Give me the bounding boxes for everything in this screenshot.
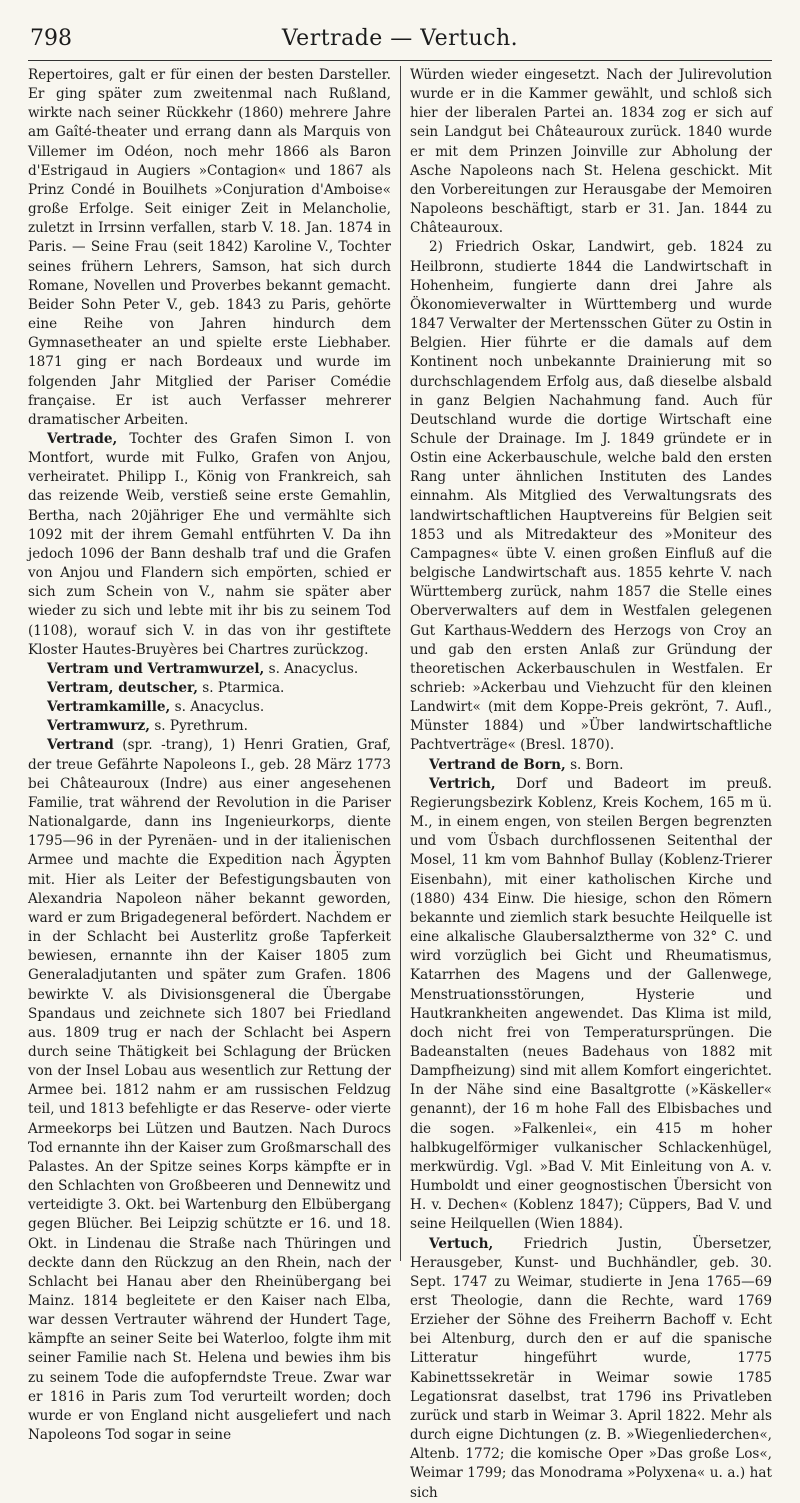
entry-text: s. Pyrethrum.: [154, 718, 248, 735]
text-columns: [28, 66, 773, 1501]
dictionary-entry: [28, 736, 391, 1445]
entry-headword: Vertramkamille,: [47, 699, 171, 716]
dictionary-entry: [28, 698, 391, 717]
entry-headword: Vertram und Vertramwurzel,: [47, 660, 265, 677]
entry-text: s. Born.: [570, 756, 624, 773]
entry-text: Repertoires, galt er für einen der besten Darsteller. Er ging später zum zweitenmal nach Rußland, wirkte nach seiner Rückkehr (1860) mehrere Jahre am Gaîté-theater und errang dann als Marquis von Villemer im Odéon, noch mehr 1866 als Baron d'Estrigaud in Augiers »Contagion« und 1867 als Prinz Condé in Bouilhets »Conjuration d'Amboise« große Erfolge. Seit einiger Zeit in Melancholie, zuletzt in Irrsinn verfallen, starb V. 18. Jan. 1874 in Paris. — Seine Frau (seit 1842) Karoline V., Tochter seines frühern Lehrers, Samson, hat sich durch Romane, Novellen und Proverbes bekannt gemacht. Beider Sohn Peter V., geb. 1843 zu Paris, gehörte eine Reihe von Jahren hindurch dem Gymnasetheater an und spielte erste Liebhaber. 1871 ging er nach Bordeaux und wurde im folgenden Jahr Mitglied der Pariser Comédie française. Er ist auch Verfasser mehrerer dramatischer Arbeiten.: [28, 67, 391, 428]
entry-headword: Vertrich,: [429, 775, 496, 792]
entry-text: s. Anacyclus.: [174, 699, 265, 716]
dictionary-entry: [28, 679, 391, 698]
dictionary-entry: [410, 1235, 772, 1503]
entry-text: 2) Friedrich Oskar, Landwirt, geb. 1824 zu Heilbronn, studierte 1844 die Landwirtschaft in Hohenheim, fungierte dann drei Jahre als Ökonomieverwalter in Württemberg und wurde 1847 Verwalter der Mertensschen Güter zu Ostin in Belgien. Hier führte er die damals auf dem Kontinent noch unbekannte Drainierung mit so durchschlagendem Erfolg aus, daß dieselbe alsbald in ganz Belgien Nachahmung fand. Auch für Deutschland wurde die dortige Wirtschaft eine Schule der Drainage. Im J. 1849 gründete er in Ostin eine Ackerbauschule, welche bald den ersten Rang unter ähnlichen Instituten des Landes einnahm. Als Mitglied des Verwaltungsrats des landwirtschaftlichen Hauptvereins für Belgien seit 1853 und als Mitredakteur des »Moniteur des Campagnes« übte V. einen großen Einfluß auf die belgische Landwirtschaft aus. 1855 kehrte V. nach Württemberg zurück, nahm 1857 die Stelle eines Oberverwalters auf dem in Westfalen gelegenen Gut Karthaus-Weddern des Herzogs von Croy an und gab den ersten Anlaß zur Gründung der theoretischen Ackerbauschulen in Westfalen. Er schrieb: »Ackerbau und Viehzucht für den kleinen Landwirt« (mit dem Koppe-Preis gekrönt, 7. Aufl., Münster 1884) und »Über landwirtschaftliche Pachtverträge« (Bresl. 1870).: [410, 239, 772, 754]
right-column: [400, 66, 773, 1501]
entry-headword: Vertrand de Born,: [429, 756, 566, 773]
dictionary-entry: [410, 756, 772, 775]
dictionary-entry: [28, 66, 391, 430]
page-number: 798: [30, 26, 72, 51]
page-header: [28, 24, 772, 61]
dictionary-entry: [410, 238, 772, 755]
entry-headword: Vertuch,: [429, 1235, 494, 1252]
entry-headword: Vertramwurz,: [47, 718, 150, 735]
entry-text: Friedrich Justin, Übersetzer, Herausgeber, Kunst- und Buchhändler, geb. 30. Sept. 1747 zu Weimar, studierte in Jena 1765—69 erst Theologie, dann die Rechte, ward 1769 Erzieher der Söhne des Freiherrn Bachoff v. Echt bei Altenburg, durch den er auf die spanische Litteratur hingeführt wurde, 1775 Kabinettssekretär in Weimar sowie 1785 Legationsrat daselbst, trat 1796 ins Privatleben zurück und starb in Weimar 3. April 1822. Mehr als durch eigne Dichtungen (z. B. »Wiegenliederchen«, Altenb. 1772; die komische Oper »Das große Los«, Weimar 1799; das Monodrama »Polyxena« u. a.) hat sich: [410, 1235, 772, 1501]
running-head: Vertrade — Vertuch.: [281, 26, 519, 51]
entry-text: Würden wieder eingesetzt. Nach der Julirevolution wurde er in die Kammer gewählt, und schloß sich hier der liberalen Partei an. 1834 zog er sich auf sein Landgut bei Châteauroux zurück. 1840 wurde er mit dem Prinzen Joinville zur Abholung der Asche Napoleons nach St. Helena geschickt. Mit den Vorbereitungen zur Herausgabe der Memoiren Napoleons beschäftigt, starb er 31. Jan. 1844 zu Châteauroux.: [410, 67, 772, 237]
left-column: [28, 66, 400, 1444]
entry-text: Tochter des Grafen Simon I. von Montfort, wurde mit Fulko, Grafen von Anjou, verheiratet. Philipp I., König von Frankreich, sah das reizende Weib, verstieß seine erste Gemahlin, Bertha, nach 20jähriger Ehe und vermählte sich 1092 mit der ihrem Gemahl entführten V. Da ihn jedoch 1096 der Bann deshalb traf und die Grafen von Anjou und Flandern sich empörten, schied er sich zum Schein von V., nahm sie später aber wieder zu sich und lebte mit ihr bis zu seinem Tod (1108), worauf sich V. in das von ihr gestiftete Kloster Hautes-Bruyères bei Chartres zurückzog.: [28, 430, 391, 658]
dictionary-entry: [28, 430, 391, 660]
dictionary-entry: [410, 775, 772, 1235]
entry-headword: Vertram, deutscher,: [47, 680, 198, 696]
dictionary-entry: [410, 66, 772, 238]
entry-headword: Vertrand: [47, 737, 114, 754]
entry-text: s. Anacyclus.: [268, 660, 359, 677]
entry-headword: Vertrade,: [47, 430, 118, 447]
entry-text: s. Ptarmica.: [202, 680, 285, 696]
entry-text: (spr. -trang), 1) Henri Gratien, Graf, der treue Gefährte Napoleons I., geb. 28 März 1773 bei Châteauroux (Indre) aus einer angesehenen Familie, trat während der Revolution in die Pariser Nationalgarde, dann ins Ingenieurkorps, diente 1795—96 in der Pyrenäen- und in der italienischen Armee und machte die Expedition nach Ägypten mit. Hier als Leiter der Befestigungsbauten von Alexandria Napoleon näher bekannt geworden, ward er zum Brigadegeneral befördert. Nachdem er in der Schlacht bei Austerlitz große Tapferkeit bewiesen, ernannte ihn der Kaiser 1805 zum Generaladjutanten und später zum Grafen. 1806 bewirkte V. als Divisionsgeneral die Übergabe Spandaus und zeichnete sich 1807 bei Friedland aus. 1809 trug er nach der Schlacht bei Aspern durch seine Thätigkeit bei Schlagung der Brücken von der Insel Lobau aus wesentlich zur Rettung der Armee bei. 1812 nahm er am russischen Feldzug teil, und 1813 befehligte er das Reserve- oder vierte Armeekorps bei Lützen und Bautzen. Nach Durocs Tod ernannte ihn der Kaiser zum Großmarschall des Palastes. An der Spitze seines Korps kämpfte er in den Schlachten von Großbeeren und Dennewitz und verteidigte 3. Okt. bei Wartenburg den Elbübergang gegen Blücher. Bei Leipzig schützte er 16. und 18. Okt. in Lindenau die Straße nach Thüringen und deckte dann den Rückzug an den Rhein, nach der Schlacht bei Hanau aber den Rheinübergang bei Mainz. 1814 begleitete er den Kaiser nach Elba, war dessen Vertrauter während der Hundert Tage, kämpfte an seiner Seite bei Waterloo, folgte ihm mit seiner Familie nach St. Helena und bewies ihm bis zu seinem Tode die aufopferndste Treue. Zwar war er 1816 in Paris zum Tod verurteilt worden; doch wurde er von England nicht ausgeliefert und nach Napoleons Tod sogar in seine: [28, 737, 391, 1444]
entry-text: Dorf und Badeort im preuß. Regierungsbezirk Koblenz, Kreis Kochem, 165 m ü. M., in einem engen, von steilen Bergen begrenzten und vom Üsbach durchflossenen Seitenthal der Mosel, 11 km vom Bahnhof Bullay (Koblenz-Trierer Eisenbahn), mit einer katholischen Kirche und (1880) 434 Einw. Die hiesige, schon den Römern bekannte und ziemlich stark besuchte Heilquelle ist eine alkalische Glaubersalztherme von 32° C. und wird vorzüglich bei Gicht und Rheumatismus, Katarrhen des Magens und der Gallenwege, Menstruationsstörungen, Hysterie und Hautkrankheiten angewendet. Das Klima ist mild, doch nicht frei von Temperatursprüngen. Die Badeanstalten (neues Badehaus von 1882 mit Dampfheizung) sind mit allem Komfort eingerichtet. In der Nähe sind eine Basaltgrotte (»Käskeller« genannt), der 16 m hohe Fall des Elbisbaches und die sogen. »Falkenlei«, ein 415 m hoher halbkugelförmiger vulkanischer Schlackenhügel, merkwürdig. Vgl. »Bad V. Mit Einleitung von A. v. Humboldt und einer geognostischen Übersicht von H. v. Dechen« (Koblenz 1847); Cüppers, Bad V. und seine Heilquellen (Wien 1884).: [410, 775, 773, 1233]
dictionary-entry: [28, 660, 391, 679]
dictionary-entry: [28, 717, 391, 736]
